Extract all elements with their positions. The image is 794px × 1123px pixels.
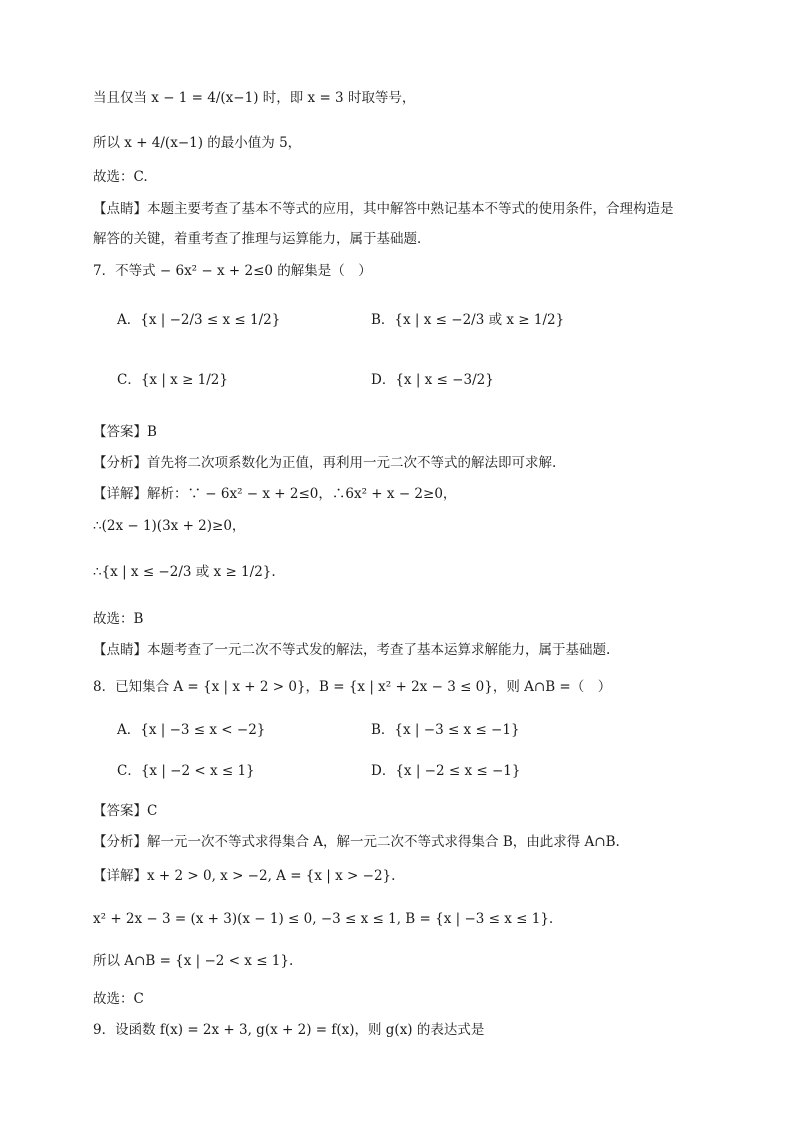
- solution-step: ∴{x | x ≤ −2/3 或 x ≥ 1/2}.: [93, 564, 276, 580]
- question-8: 8．已知集合 A = {x | x + 2 > 0}，B = {x | x² + 2x − 3 ≤ 0}，则 A∩B =（ ）: [93, 679, 612, 695]
- option-d: D．{x | −2 ≤ x ≤ −1}: [371, 763, 521, 779]
- analysis-line: 【分析】首先将二次项系数化为正值，再利用一元二次不等式的解法即可求解.: [93, 455, 557, 471]
- option-b: B．{x | −3 ≤ x ≤ −1}: [371, 722, 520, 738]
- option-d: D．{x | x ≤ −3/2}: [371, 372, 494, 388]
- detail-line: 【详解】x + 2 > 0, x > −2, A = {x | x > −2}.: [93, 868, 396, 884]
- text-line: 故选：C.: [93, 169, 148, 185]
- option-c: C．{x | −2 < x ≤ 1}: [117, 763, 255, 779]
- option-a: A．{x | −2/3 ≤ x ≤ 1/2}: [117, 312, 281, 328]
- question-9: 9．设函数 f(x) = 2x + 3, g(x + 2) = f(x)，则 g(x) 的表达式是: [93, 1022, 485, 1038]
- question-7: 7．不等式 − 6x² − x + 2≤0 的解集是（ ）: [93, 263, 372, 279]
- comment-line: 【点睛】本题考查了一元二次不等式发的解法，考查了基本运算求解能力，属于基础题.: [93, 642, 611, 658]
- text-line: 所以 x + 4/(x−1) 的最小值为 5，: [93, 135, 302, 151]
- select-line: 故选：B: [93, 611, 144, 627]
- detail-line: 【详解】解析：∵ − 6x² − x + 2≤0，∴6x² + x − 2≥0，: [93, 486, 457, 502]
- answer-line: 【答案】C: [93, 803, 158, 819]
- select-line: 故选：C: [93, 991, 144, 1007]
- option-a: A．{x | −3 ≤ x < −2}: [117, 722, 266, 738]
- comment-line: 解答的关键，着重考查了推理与运算能力，属于基础题．: [93, 231, 431, 247]
- answer-line: 【答案】B: [93, 424, 157, 440]
- solution-step: ∴(2x − 1)(3x + 2)≥0，: [93, 518, 246, 534]
- solution-step: 所以 A∩B = {x | −2 < x ≤ 1}.: [93, 953, 294, 969]
- comment-line: 【点睛】本题主要考查了基本不等式的应用，其中解答中熟记基本不等式的使用条件，合理构造是: [93, 201, 674, 217]
- analysis-line: 【分析】解一元一次不等式求得集合 A，解一元二次不等式求得集合 B，由此求得 A∩B.: [93, 834, 620, 850]
- option-c: C．{x | x ≥ 1/2}: [117, 372, 228, 388]
- solution-step: x² + 2x − 3 = (x + 3)(x − 1) ≤ 0, −3 ≤ x ≤ 1, B = {x | −3 ≤ x ≤ 1}.: [93, 911, 554, 927]
- text-line: 当且仅当 x − 1 = 4/(x−1) 时，即 x = 3 时取等号，: [93, 90, 416, 106]
- option-b: B．{x | x ≤ −2/3 或 x ≥ 1/2}: [371, 312, 565, 328]
